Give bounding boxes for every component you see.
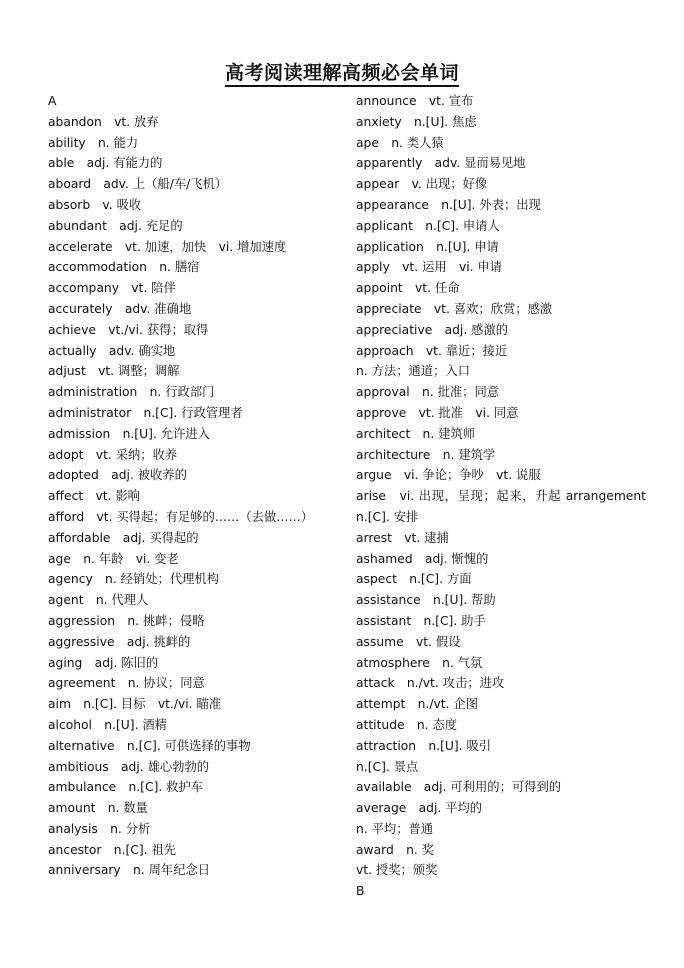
vocab-entry: ancestor n.[C]. 祖先	[48, 842, 177, 857]
vocab-entry: anniversary n. 周年纪念日	[48, 863, 211, 878]
vocab-entry: ability n. 能力	[48, 135, 139, 150]
vocab-entry: adopt vt. 采纳；收养	[48, 447, 178, 462]
vocab-entry: apparently adv. 显而易见地	[356, 156, 526, 171]
vocab-entry: architect n. 建筑师	[356, 426, 476, 441]
vocab-entry: assistance n.[U]. 帮助	[356, 593, 496, 608]
vocab-entry: actually adv. 确实地	[48, 343, 176, 358]
vocab-entry: available adj. 可利用的；可得到的	[356, 780, 562, 795]
vocab-entry: n. 方法；通道；入口	[356, 364, 470, 379]
vocab-entry: affordable adj. 买得起的	[48, 530, 199, 545]
vocab-entry: announce vt. 宣布	[356, 94, 474, 108]
vocab-entry: accurately adv. 准确地	[48, 301, 192, 316]
vocab-entry: anxiety n.[U]. 焦虑	[356, 114, 477, 129]
vocab-entry: ashamed adj. 惭愧的	[356, 551, 489, 566]
vocab-entry: aboard adv. 上（船/车/飞机）	[48, 177, 228, 192]
vocab-entry: affect vt. 影响	[48, 489, 140, 504]
vocab-entry: adjust vt. 调整；调解	[48, 364, 180, 379]
vocab-entry: agency n. 经销处；代理机构	[48, 572, 220, 587]
vocab-entry: aim n.[C]. 目标 vt./vi. 瞄准	[48, 697, 222, 712]
vocab-entry: attempt n./vt. 企图	[356, 697, 479, 712]
vocab-entry: approve vt. 批准 vi. 同意	[356, 405, 519, 420]
vocab-entry: ambulance n.[C]. 救护车	[48, 780, 204, 795]
vocab-entry: architecture n. 建筑学	[356, 447, 496, 462]
right-column	[356, 91, 646, 902]
vocab-entry: absorb v. 吸收	[48, 197, 142, 212]
vocab-entry: amount n. 数量	[48, 801, 148, 816]
vocab-entry: vt. 授奖；颁奖	[356, 863, 438, 878]
vocab-entry: aging adj. 陈旧的	[48, 655, 159, 670]
vocab-entry: atmosphere n. 气氛	[356, 655, 483, 670]
vocab-entry: abandon vt. 放弃	[48, 114, 159, 129]
vocab-entry: n. 平均；普通	[356, 821, 434, 836]
vocab-entry: attitude n. 态度	[356, 717, 458, 732]
vocab-entry: A	[48, 94, 57, 108]
vocab-entry: award n. 奖	[356, 842, 434, 857]
vocab-entry: agreement n. 协议；同意	[48, 676, 205, 691]
vocab-entry: accompany vt. 陪伴	[48, 281, 176, 296]
vocab-entry: alternative n.[C]. 可供选择的事物	[48, 738, 251, 753]
vocab-entry: apply vt. 运用 vi. 申请	[356, 260, 503, 275]
vocab-entry: ape n. 类人猿	[356, 135, 444, 150]
vocab-entry: approach vt. 靠近；接近	[356, 343, 508, 358]
vocab-entry: assistant n.[C]. 助手	[356, 613, 486, 628]
vocab-entry: attack n./vt. 攻击；进攻	[356, 676, 505, 691]
vocab-entry: application n.[U]. 申请	[356, 239, 499, 254]
vocab-entry: able adj. 有能力的	[48, 156, 163, 171]
vocab-entry: administrator n.[C]. 行政管理者	[48, 405, 243, 420]
vocab-entry: agent n. 代理人	[48, 593, 149, 608]
vocab-entry: assume vt. 假设	[356, 634, 461, 649]
vocab-entry: analysis n. 分析	[48, 821, 151, 836]
vocab-entry: afford vt. 买得起；有足够的……（去做……）	[48, 509, 314, 524]
vocab-entry: ambitious adj. 雄心勃勃的	[48, 759, 210, 774]
vocab-entry: argue vi. 争论；争吵 vt. 说服	[356, 468, 541, 483]
vocab-entry: appoint vt. 任命	[356, 281, 460, 296]
left-column	[48, 91, 340, 881]
vocab-entry: appear v. 出现；好像	[356, 177, 488, 192]
vocab-entry: admission n.[U]. 允许进入	[48, 426, 210, 441]
vocab-entry: appreciate vt. 喜欢；欣赏；感激	[356, 301, 553, 316]
vocab-entry: aggression n. 挑衅；侵略	[48, 613, 205, 628]
vocab-entry: arrest vt. 逮捕	[356, 530, 449, 545]
vocab-entry: accelerate vt. 加速，加快 vi. 增加速度	[48, 239, 287, 254]
vocab-entry: average adj. 平均的	[356, 801, 483, 816]
vocab-entry: applicant n.[C]. 申请人	[356, 218, 500, 233]
vocab-entry: adopted adj. 被收养的	[48, 468, 187, 483]
vocab-entry: appearance n.[U]. 外表；出现	[356, 197, 541, 212]
vocab-entry: alcohol n.[U]. 酒精	[48, 717, 167, 732]
vocab-entry: aspect n.[C]. 方面	[356, 572, 472, 587]
vocab-entry: achieve vt./vi. 获得；取得	[48, 322, 209, 337]
vocab-entry: appreciative adj. 感激的	[356, 322, 509, 337]
vocab-entry: abundant adj. 充足的	[48, 218, 183, 233]
vocab-entry: arise vi. 出现，呈现；起来，升起 arrangement n.[C]. 安排	[356, 489, 646, 524]
vocab-entry: accommodation n. 膳宿	[48, 260, 200, 275]
vocab-entry: n.[C]. 景点	[356, 759, 419, 774]
vocab-entry: age n. 年龄 vi. 变老	[48, 551, 179, 566]
page-title-text: 高考阅读理解高频必会单词	[225, 62, 459, 87]
vocab-entry: attraction n.[U]. 吸引	[356, 738, 492, 753]
vocab-entry: administration n. 行政部门	[48, 385, 215, 400]
vocab-entry: B	[356, 884, 365, 899]
page-title	[0, 58, 684, 85]
vocab-entry: approval n. 批准；同意	[356, 385, 500, 400]
vocab-entry: aggressive adj. 挑衅的	[48, 634, 191, 649]
